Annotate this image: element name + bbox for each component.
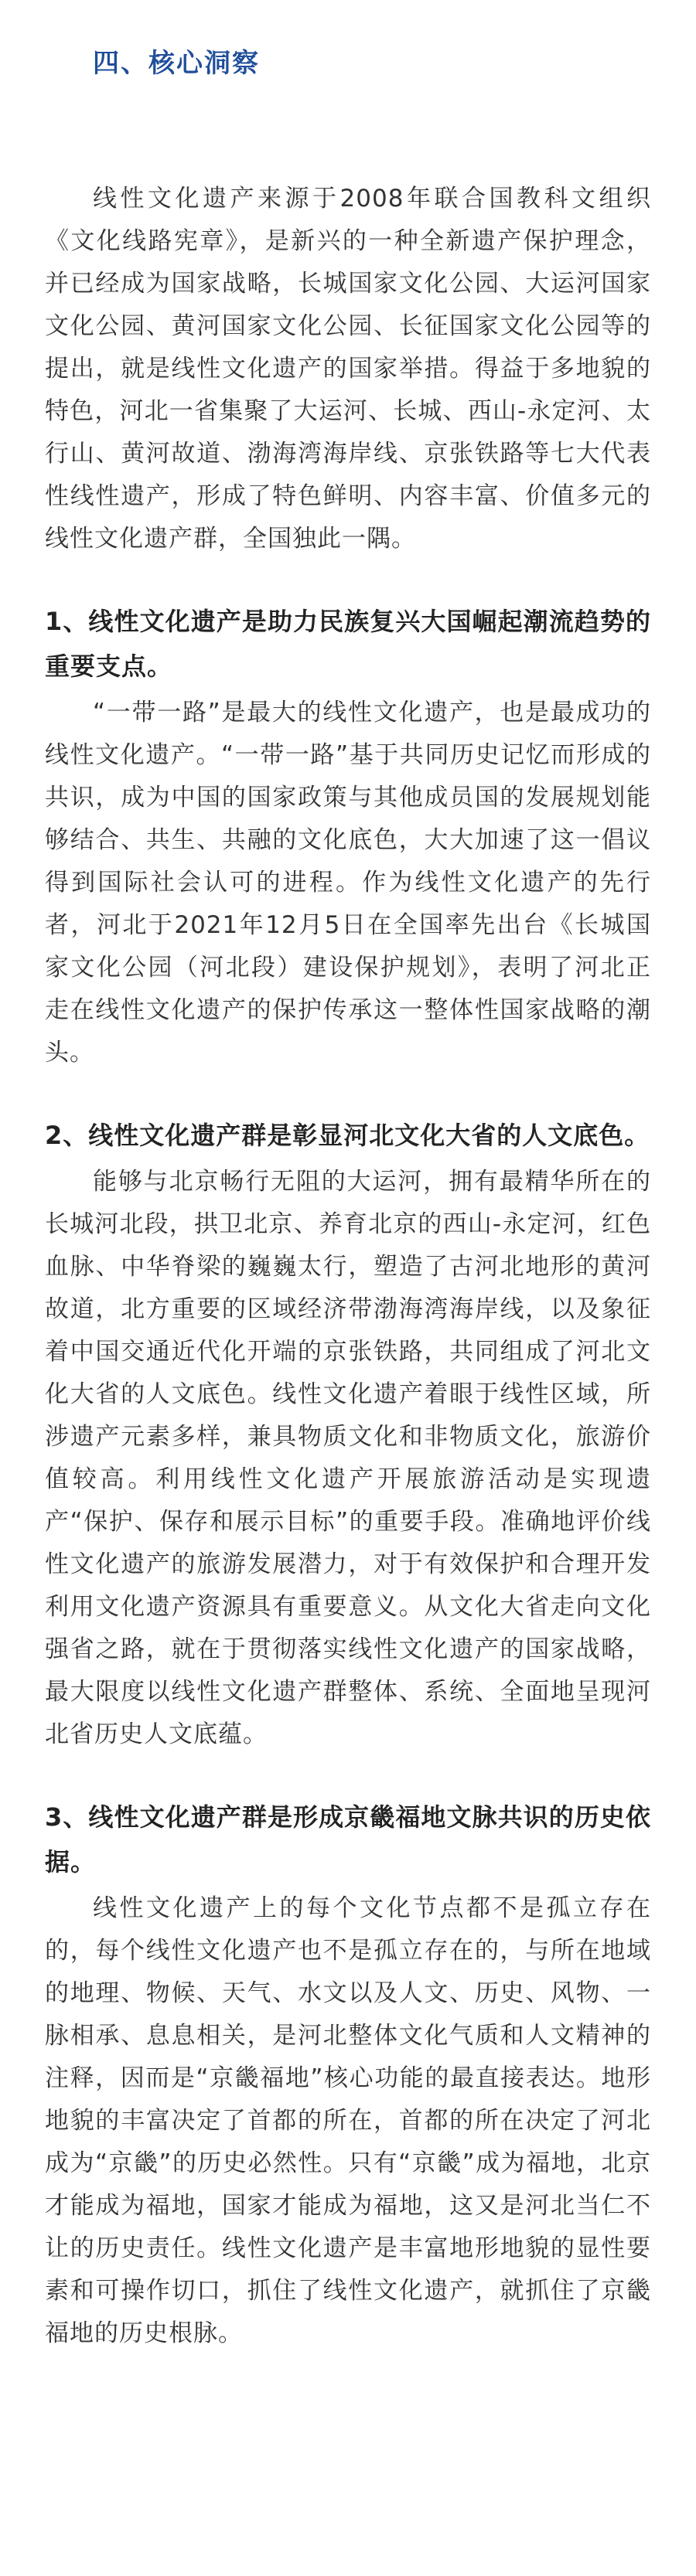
insight-body-2: 能够与北京畅行无阻的大运河，拥有最精华所在的长城河北段，拱卫北京、养育北京的西山-永定河，红色血脉、中华脊梁的巍巍太行，塑造了古河北地形的黄河故道，北方重要的区域经济带渤海湾海岸线，以及象征着中国交通近代化开端的京张铁路，共同组成了河北文化大省的人文底色。线性文化遗产着眼于线性区域，所涉遗产元素多样，兼具物质文化和非物质文化，旅游价值较高。利用线性文化遗产开展旅游活动是实现遗产“保护、保存和展示目标”的重要手段。准确地评价线性文化遗产的旅游发展潜力，对于有效保护和合理开发利用文化遗产资源具有重要意义。从文化大省走向文化强省之路，就在于贯彻落实线性文化遗产的国家战略，最大限度以线性文化遗产群整体、系统、全面地呈现河北省历史人文底蕴。 xyxy=(45,1168,651,1748)
insight-section-1 xyxy=(45,599,651,1074)
insight-body-3: 线性文化遗产上的每个文化节点都不是孤立存在的，每个线性文化遗产也不是孤立存在的，与所在地域的地理、物候、天气、水文以及人文、历史、风物、一脉相承、息息相关，是河北整体文化气质和人文精神的注释，因而是“京畿福地”核心功能的最直接表达。地形地貌的丰富决定了首都的所在，首都的所在决定了河北成为“京畿”的历史必然性。只有“京畿”成为福地，北京才能成为福地，国家才能成为福地，这又是河北当仁不让的历史责任。线性文化遗产是丰富地形地貌的显性要素和可操作切口，抓住了线性文化遗产，就抓住了京畿福地的历史根脉。 xyxy=(45,1894,651,2347)
insight-section-3 xyxy=(45,1795,651,2355)
section-heading: 四、核心洞察 xyxy=(93,48,260,79)
intro-paragraph: 线性文化遗产来源于2008年联合国教科文组织《文化线路宪章》，是新兴的一种全新遗产保护理念，并已经成为国家战略，长城国家文化公园、大运河国家文化公园、黄河国家文化公园、长征国家文化公园等的提出，就是线性文化遗产的国家举措。得益于多地貌的特色，河北一省集聚了大运河、长城、西山-永定河、太行山、黄河故道、渤海湾海岸线、京张铁路等七大代表性线性遗产，形成了特色鲜明、内容丰富、价值多元的线性文化遗产群，全国独此一隅。 xyxy=(45,185,652,553)
insight-title-2: 2、线性文化遗产群是彰显河北文化大省的人文底色。 xyxy=(45,1121,650,1150)
insight-body-1: “一带一路”是最大的线性文化遗产，也是最成功的线性文化遗产。“一带一路”基于共同历史记忆而形成的共识，成为中国的国家政策与其他成员国的发展规划能够结合、共生、共融的文化底色，大大加速了这一倡议得到国际社会认可的进程。作为线性文化遗产的先行者，河北于2021年12月5日在全国率先出台《长城国家文化公园（河北段）建设保护规划》，表明了河北正走在线性文化遗产的保护传承这一整体性国家战略的潮头。 xyxy=(45,699,651,1067)
insight-title-1: 1、线性文化遗产是助力民族复兴大国崛起潮流趋势的重要支点。 xyxy=(45,607,651,681)
insight-title-3: 3、线性文化遗产群是形成京畿福地文脉共识的历史依据。 xyxy=(45,1802,651,1877)
insight-section-2 xyxy=(45,1113,651,1756)
